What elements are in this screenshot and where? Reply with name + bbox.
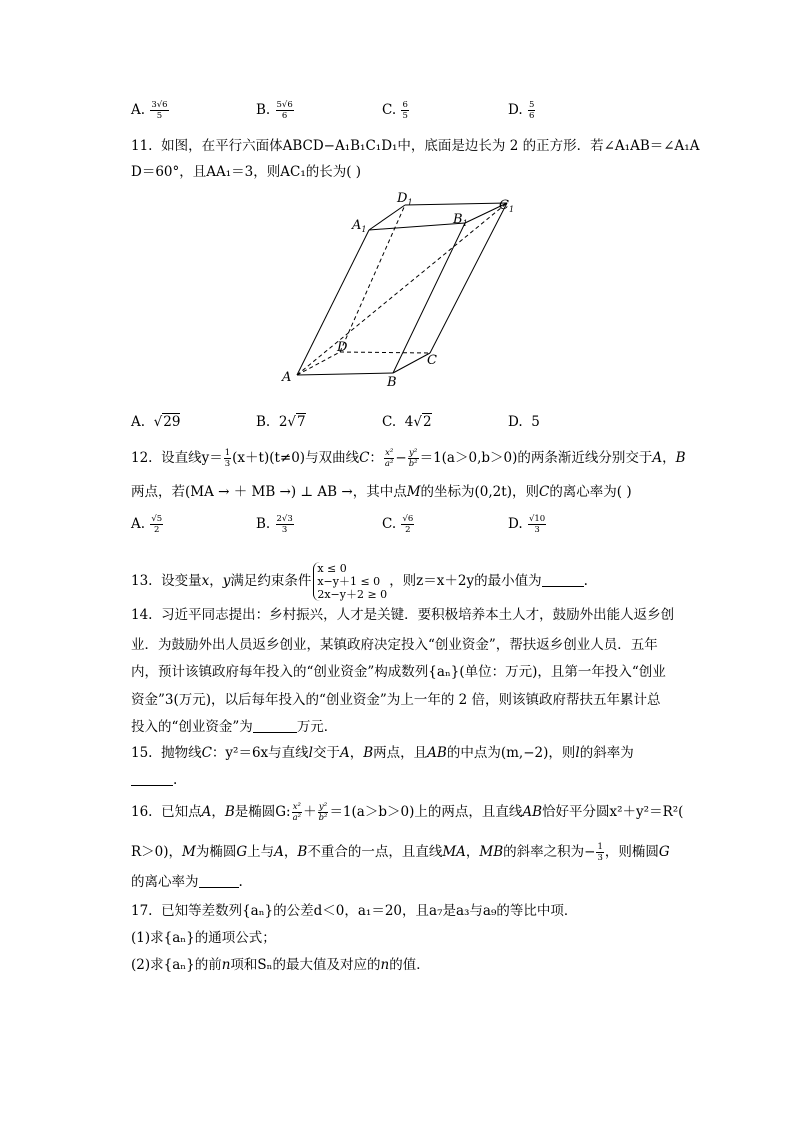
- q16-line3: 的离心率为 .: [131, 874, 243, 890]
- q16-line2: R＞0)，M为椭圆G上与A，B不重合的一点，且直线MA，MB的斜率之积为− $\frac{1}{3}$ ，则椭圆G: [131, 842, 670, 863]
- parallelepiped-figure: [275, 185, 525, 395]
- q10-option-b: B. $\frac{5√6}{6}$: [256, 100, 293, 121]
- q10-option-d: D. $\frac{5}{6}$: [508, 100, 535, 121]
- answer-blank-13[interactable]: [542, 586, 584, 587]
- q11-option-d: D. 5: [508, 414, 540, 430]
- vertex-label-a: A: [282, 370, 292, 385]
- q14-line4: 资金”3(万元)，以后每年投入的“创业资金”为上一年的 2 倍，则该镇政府帮扶五年累计总: [131, 692, 661, 708]
- q16-line1: 16. 已知点A，B是椭圆G: $\frac{\text{x²}}{\text{a²}}$ ＋ $\frac{\text{y²}}{\text{b²}}$ ＝1(a＞b＞0)上的两点，且直线AB恰好平分圆x²＋y²＝R²(: [131, 802, 684, 823]
- vertex-label-c: C: [427, 353, 437, 368]
- q12-text-line2: 两点，若(MA → ＋ MB →) ⊥ AB →，其中点M的坐标为(0,2t)，则C的离心率为( ): [131, 484, 632, 500]
- q14-line3: 内，预计该镇政府每年投入的“创业资金”构成数列{aₙ}(单位：万元)，且第一年投入“创业: [131, 664, 666, 680]
- q12-option-a: A. $\frac{√5}{2}$: [131, 514, 163, 535]
- q14-line1: 14. 习近平同志提出：乡村振兴，人才是关键．要积极培养本土人才，鼓励外出能人返乡创: [131, 607, 675, 623]
- vertex-label-d: D: [337, 340, 348, 355]
- answer-blank-15[interactable]: [131, 785, 173, 786]
- answer-blank-16[interactable]: [199, 887, 239, 888]
- vertex-label-c1: $C_1$: [499, 198, 515, 214]
- q17-line2: (1)求{aₙ}的通项公式；: [131, 930, 276, 946]
- q12-option-d: D. $\frac{√10}{3}$: [508, 514, 546, 535]
- q11-option-a: A. √29: [131, 414, 181, 430]
- q15-line1: 15. 抛物线C：y²＝6x与直线l交于A，B两点，且AB的中点为(m,−2)，则l的斜率为: [131, 745, 634, 761]
- vertex-label-a1: $A_1$: [352, 218, 367, 234]
- q17-line1: 17. 已知等差数列{aₙ}的公差d＜0，a₁＝20，且a₇是a₃与a₉的等比中项．: [131, 903, 578, 919]
- vertex-label-b1: $B_1$: [453, 212, 468, 228]
- q13-text: 13. 设变量x，y满足约束条件 x ≤ 0 x−y＋1 ≤ 0 2x−y＋2 ≥ 0 ，则z＝x＋2y的最小值为 .: [131, 562, 588, 601]
- q10-option-a: A. $\frac{3√6}{5}$: [131, 100, 168, 121]
- q12-option-c: C. $\frac{√6}{2}$: [382, 514, 414, 535]
- constraint-system: x ≤ 0 x−y＋1 ≤ 0 2x−y＋2 ≥ 0: [313, 562, 387, 601]
- q11-option-c: C. 4√2: [382, 414, 432, 430]
- answer-blank-14[interactable]: [253, 732, 297, 733]
- q17-line3: (2)求{aₙ}的前n项和Sₙ的最大值及对应的n的值．: [131, 957, 430, 973]
- q12-text-line1: 12. 设直线y＝ $\frac{1}{3}$ (x＋t)(t≠0)与双曲线C： $\frac{\text{x²}}{\text{a²}}$ − $\frac{\text{y²}}{\text{b²}}$ ＝1(a＞0,b＞0)的两条渐近线分别交于A，B: [131, 448, 686, 469]
- q14-line2: 业．为鼓励外出人员返乡创业，某镇政府决定投入“创业资金”，帮扶返乡创业人员．五年: [131, 637, 658, 653]
- vertex-label-b: B: [387, 375, 397, 390]
- q15-line2: .: [131, 770, 177, 790]
- q14-line5: 投入的“创业资金”为 万元．: [131, 719, 338, 735]
- q10-option-c: C. $\frac{6}{5}$: [382, 100, 408, 121]
- q11-text-line2: D＝60°，且AA₁＝3，则AC₁的长为( ): [131, 164, 362, 180]
- vertex-label-d1: $D_1$: [397, 191, 413, 207]
- q11-text-line1: 11. 如图，在平行六面体ABCD−A₁B₁C₁D₁中，底面是边长为 2 的正方形．若∠A₁AB＝∠A₁A: [131, 138, 700, 154]
- q11-option-b: B. 2√7: [256, 414, 306, 430]
- q12-option-b: B. $\frac{2√3}{3}$: [256, 514, 293, 535]
